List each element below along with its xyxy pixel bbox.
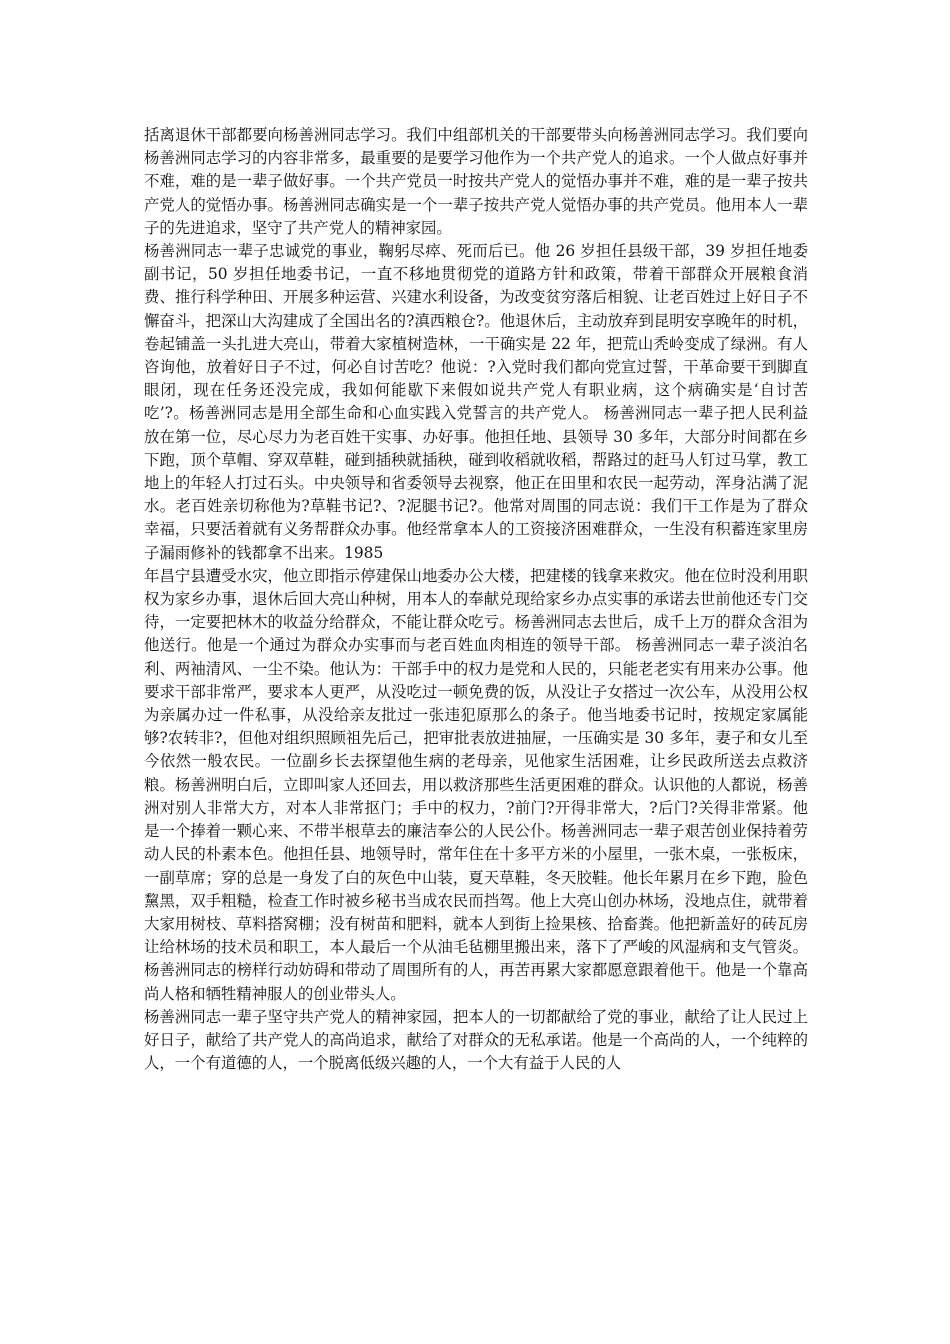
paragraph-4: 杨善洲同志一辈子坚守共产党人的精神家园，把本人的一切都献给了党的事业，献给了让人民过上好日子，献给了共产党人的高尚追求，献给了对群众的无私承诺。他是一个高尚的人，一个纯粹的人，一个有道德的人，一个脱离低级兴趣的人，一个大有益于人民的人 (144, 1007, 808, 1073)
paragraph-2: 杨善洲同志一辈子忠诚党的事业，鞠躬尽瘁、死而后已。他 26 岁担任县级干部，39 岁担任地委副书记，50 岁担任地委书记，一直不移地贯彻党的道路方针和政策，带着干部群众开展粮食消费、推行科学种田、开展多种运营、兴建水利设备，为改变贫穷落后相貌、让老百姓过上好日子不懈奋斗，把深山大沟建成了全国出名的?滇西粮仓?。他退休后，主动放弃到昆明安享晚年的时机，卷起铺盖一头扎进大亮山，带着大家植树造林，一干确实是 22 年，把荒山秃岭变成了绿洲。有人咨询他，放着好日子不过，何必自讨苦吃？他说：?入党时我们都向党宣过誓，干革命要干到脚直眼闭，现在任务还没完成，我如何能歇下来假如说共产党人有职业病，这个病确实是‘自讨苦吃’?。杨善洲同志是用全部生命和心血实践入党誓言的共产党人。 杨善洲同志一辈子把人民利益放在第一位，尽心尽力为老百姓干实事、办好事。他担任地、县领导 30 多年，大部分时间都在乡下跑，顶个草帽、穿双草鞋，碰到插秧就插秧，碰到收稻就收稻，帮路过的赶马人钉过马掌，教工地上的年轻人打过石头。中央领导和省委领导去视察，他正在田里和农民一起劳动，浑身沾满了泥水。老百姓亲切称他为?草鞋书记?、?泥腿书记?。他常对周围的同志说：我们干工作是为了群众幸福，只要活着就有义务帮群众办事。他经常拿本人的工资接济困难群众，一生没有积蓄连家里房子漏雨修补的钱都拿不出来。1985 (144, 242, 808, 562)
document-body (144, 124, 808, 1075)
paragraph-1: 括离退休干部都要向杨善洲同志学习。我们中组部机关的干部要带头向杨善洲同志学习。我们要向杨善洲同志学习的内容非常多，最重要的是要学习他作为一个共产党人的追求。一个人做点好事并不难，难的是一辈子做好事。一个共产党员一时按共产党人的觉悟办事并不难，难的是一辈子按共产党人的觉悟办事。杨善洲同志确实是一个一辈子按共产党人觉悟办事的共产党员。他用本人一辈子的先进追求，坚守了共产党人的精神家园。 (144, 126, 808, 237)
paragraph-3: 年昌宁县遭受水灾，他立即指示停建保山地委办公大楼，把建楼的钱拿来救灾。他在位时没利用职权为家乡办事，退休后回大亮山种树，用本人的奉献兑现给家乡办点实事的承诺去世前他还专门交待，一定要把林木的收益分给群众，不能让群众吃亏。杨善洲同志去世后，成千上万的群众含泪为他送行。他是一个通过为群众办实事而与老百姓血肉相连的领导干部。 杨善洲同志一辈子淡泊名利、两袖清风、一尘不染。他认为：干部手中的权力是党和人民的，只能老老实有用来办公事。他要求干部非常严，要求本人更严，从没吃过一顿免费的饭，从没让子女搭过一次公车，从没用公权为亲属办过一件私事，从没给亲友批过一张违犯原那么的条子。他当地委书记时，按规定家属能够?农转非?，但他对组织照顾祖先后己，把审批表放进抽屉，一压确实是 30 多年，妻子和女儿至今依然一般农民。一位副乡长去探望他生病的老母亲，见他家生活困难，让乡民政所送去点救济粮。杨善洲明白后，立即叫家人还回去，用以救济那些生活更困难的群众。认识他的人都说，杨善洲对别人非常大方，对本人非常抠门；手中的权力，?前门?开得非常大，?后门?关得非常紧。他是一个捧着一颗心来、不带半根草去的廉洁奉公的人民公仆。杨善洲同志一辈子艰苦创业保持着劳动人民的朴素本色。他担任县、地领导时，常年住在十多平方米的小屋里，一张木桌，一张板床，一副草席；穿的总是一身发了白的灰色中山装，夏天草鞋，冬天胶鞋。他长年累月在乡下跑，脸色黧黑，双手粗糙，检查工作时被乡秘书当成农民而挡驾。他上大亮山创办林场，没地点住，就带着大家用树枝、草料搭窝棚；没有树苗和肥料，就本人到街上捡果核、拾畜粪。他把新盖好的砖瓦房让给林场的技术员和职工，本人最后一个从油毛毡棚里搬出来，落下了严峻的风湿病和支气管炎。杨善洲同志的榜样行动妨碍和带动了周围所有的人，再苦再累大家都愿意跟着他干。他是一个靠高尚人格和牺牲精神服人的创业带头人。 (144, 566, 808, 1003)
